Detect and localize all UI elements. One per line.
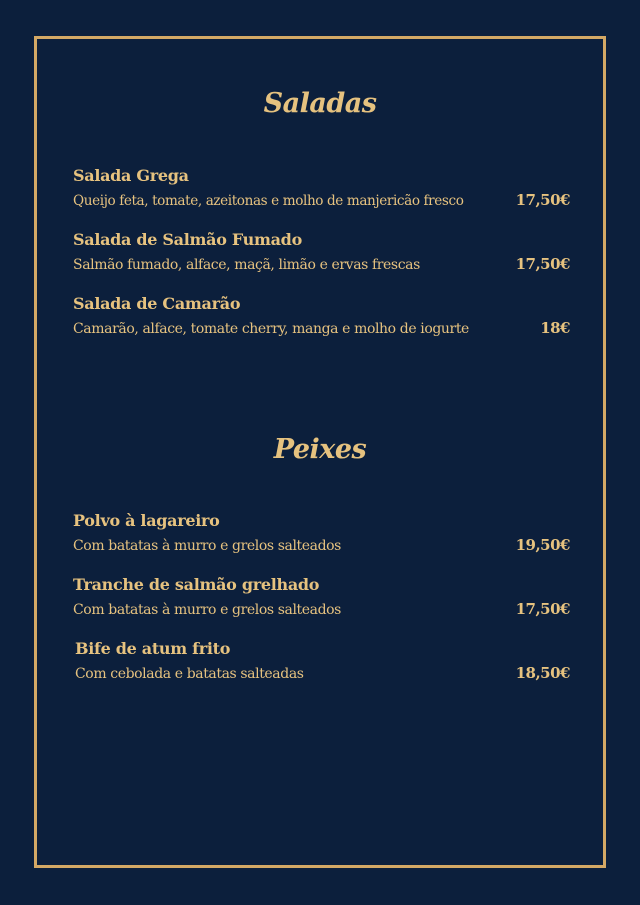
item-description: Queijo feta, tomate, azeitonas e molho de manjericão fresco: [73, 193, 464, 209]
item-price: 18,50€: [515, 664, 570, 682]
menu-item: [73, 575, 570, 618]
item-name: Tranche de salmão grelhado: [73, 575, 320, 594]
menu-item: [73, 166, 570, 209]
item-price: 17,50€: [515, 191, 570, 209]
item-name: Bife de atum frito: [75, 639, 231, 658]
item-price: 18€: [540, 319, 570, 337]
item-description: Salmão fumado, alface, maçã, limão e ervas frescas: [73, 257, 420, 273]
item-price: 17,50€: [515, 600, 570, 618]
item-price: 17,50€: [515, 255, 570, 273]
item-price: 19,50€: [515, 536, 570, 554]
menu-item: [73, 230, 570, 273]
item-description: Com batatas à murro e grelos salteados: [73, 538, 341, 554]
item-name: Salada de Camarão: [73, 294, 241, 313]
menu-item: [73, 294, 570, 337]
menu-item: [75, 639, 570, 682]
section-title-saladas: Saladas: [263, 88, 377, 119]
item-description: Camarão, alface, tomate cherry, manga e molho de iogurte: [73, 321, 469, 337]
item-description: Com cebolada e batatas salteadas: [75, 666, 304, 682]
section-title-peixes: Peixes: [273, 434, 367, 465]
item-name: Salada de Salmão Fumado: [73, 230, 302, 249]
menu-item: [73, 511, 570, 554]
item-name: Salada Grega: [73, 166, 189, 185]
item-name: Polvo à lagareiro: [73, 511, 220, 530]
item-description: Com batatas à murro e grelos salteados: [73, 602, 341, 618]
